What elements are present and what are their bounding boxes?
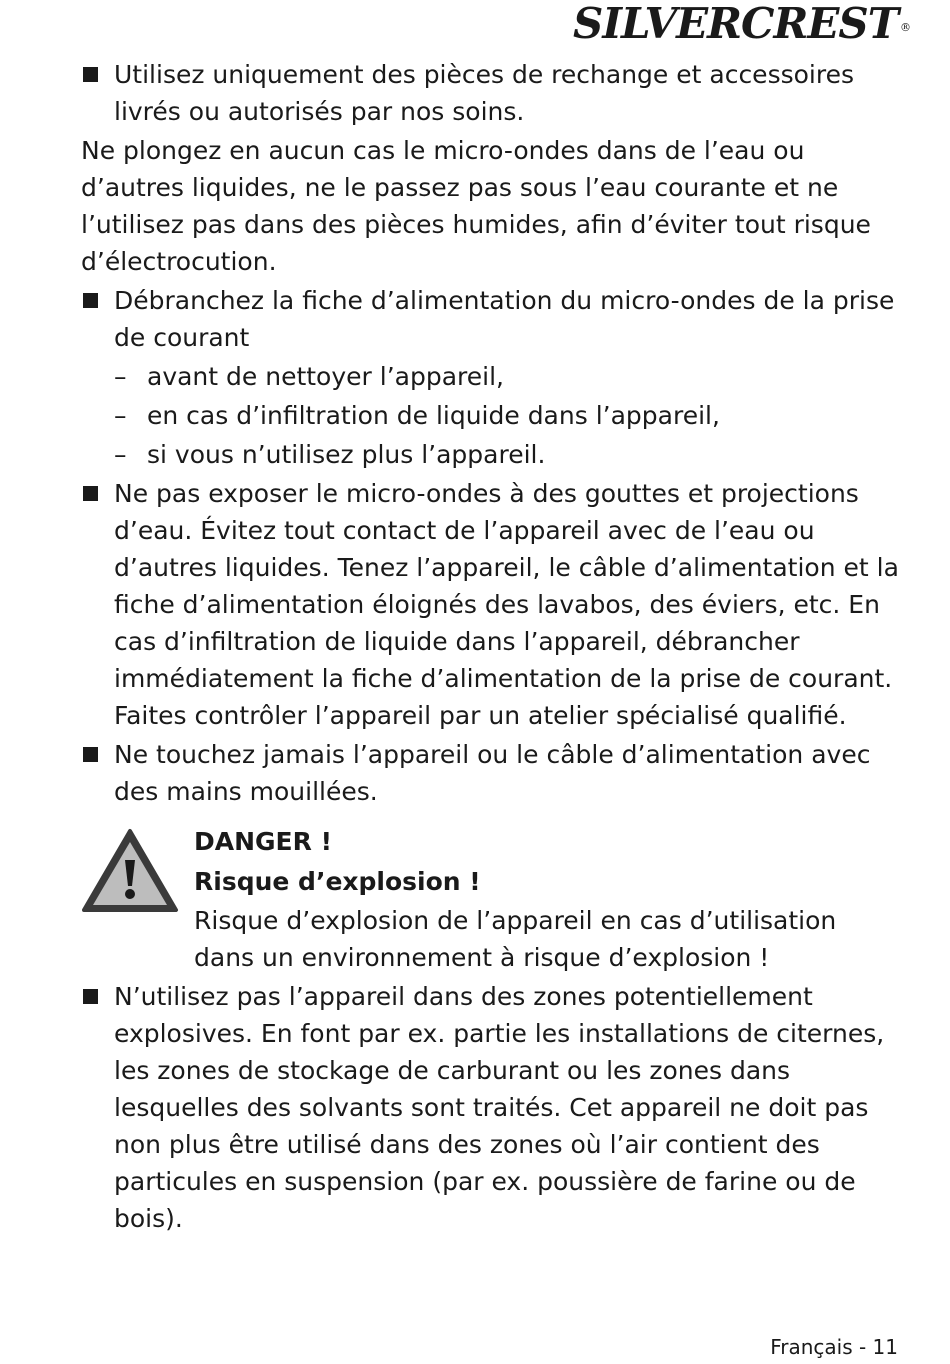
dash-marker: – (114, 362, 127, 391)
bullet-item (81, 475, 901, 734)
warning-text: Risque d’explosion de l’appareil en cas d’utilisation dans un environnement à risque d’explosion ! (194, 906, 837, 972)
square-bullet-icon (83, 67, 98, 82)
bullet-text: Utilisez uniquement des pièces de rechange et accessoires livrés ou autorisés par nos soins. (114, 60, 854, 126)
bullet-text: N’utilisez pas l’appareil dans des zones potentiellement explosives. En font par ex. partie les installations de citernes, les zones de stockage de carburant ou les zones dans lesquelles des solvants sont traités. Cet appareil ne doit pas non plus être utilisé dans des zones où l’air contient des particules en suspension (par ex. poussière de farine ou de bois). (114, 982, 885, 1233)
registered-mark: ® (900, 21, 910, 34)
warning-subtitle: Risque d’explosion ! (194, 867, 481, 896)
bullet-item (81, 978, 901, 1237)
paragraph: Ne plongez en aucun cas le micro-ondes dans de l’eau ou d’autres liquides, ne le passez pas sous l’eau courante et ne l’utilisez pas dans des pièces humides, afin d’éviter tout risque d’électrocution. (81, 136, 871, 276)
bullet-text: Débranchez la fiche d’alimentation du micro-ondes de la prise de courant (114, 286, 895, 352)
dash-item (81, 358, 901, 395)
square-bullet-icon (83, 989, 98, 1004)
bullet-text: Ne touchez jamais l’appareil ou le câble d’alimentation avec des mains mouillées. (114, 740, 871, 806)
bullet-item (81, 282, 901, 356)
dash-marker: – (114, 401, 127, 430)
brand-name: SILVERCREST (573, 0, 898, 48)
dash-text: en cas d’infiltration de liquide dans l’appareil, (147, 401, 720, 430)
dash-marker: – (114, 440, 127, 469)
dash-item (81, 397, 901, 434)
page-footer: Français - 11 (770, 1335, 898, 1359)
danger-warning (81, 822, 901, 976)
warning-triangle-icon (81, 828, 179, 914)
bullet-item (81, 56, 901, 130)
document-body (81, 56, 901, 1237)
brand-logo (573, 0, 910, 48)
bullet-item (81, 736, 901, 810)
square-bullet-icon (83, 747, 98, 762)
square-bullet-icon (83, 293, 98, 308)
dash-text: si vous n’utilisez plus l’appareil. (147, 440, 546, 469)
bullet-text: Ne pas exposer le micro-ondes à des gouttes et projections d’eau. Évitez tout contact de l’appareil avec de l’eau ou d’autres liquides. Tenez l’appareil, le câble d’alimentation et la fiche d’alimentation éloignés des lavabos, des éviers, etc. En cas d’infiltration de liquide dans l’appareil, débrancher immédiatement la fiche d’alimentation de la prise de courant. Faites contrôler l’appareil par un atelier spécialisé qualifié. (114, 479, 899, 730)
warning-title: DANGER ! (194, 827, 332, 856)
dash-text: avant de nettoyer l’appareil, (147, 362, 504, 391)
square-bullet-icon (83, 486, 98, 501)
dash-item (81, 436, 901, 473)
